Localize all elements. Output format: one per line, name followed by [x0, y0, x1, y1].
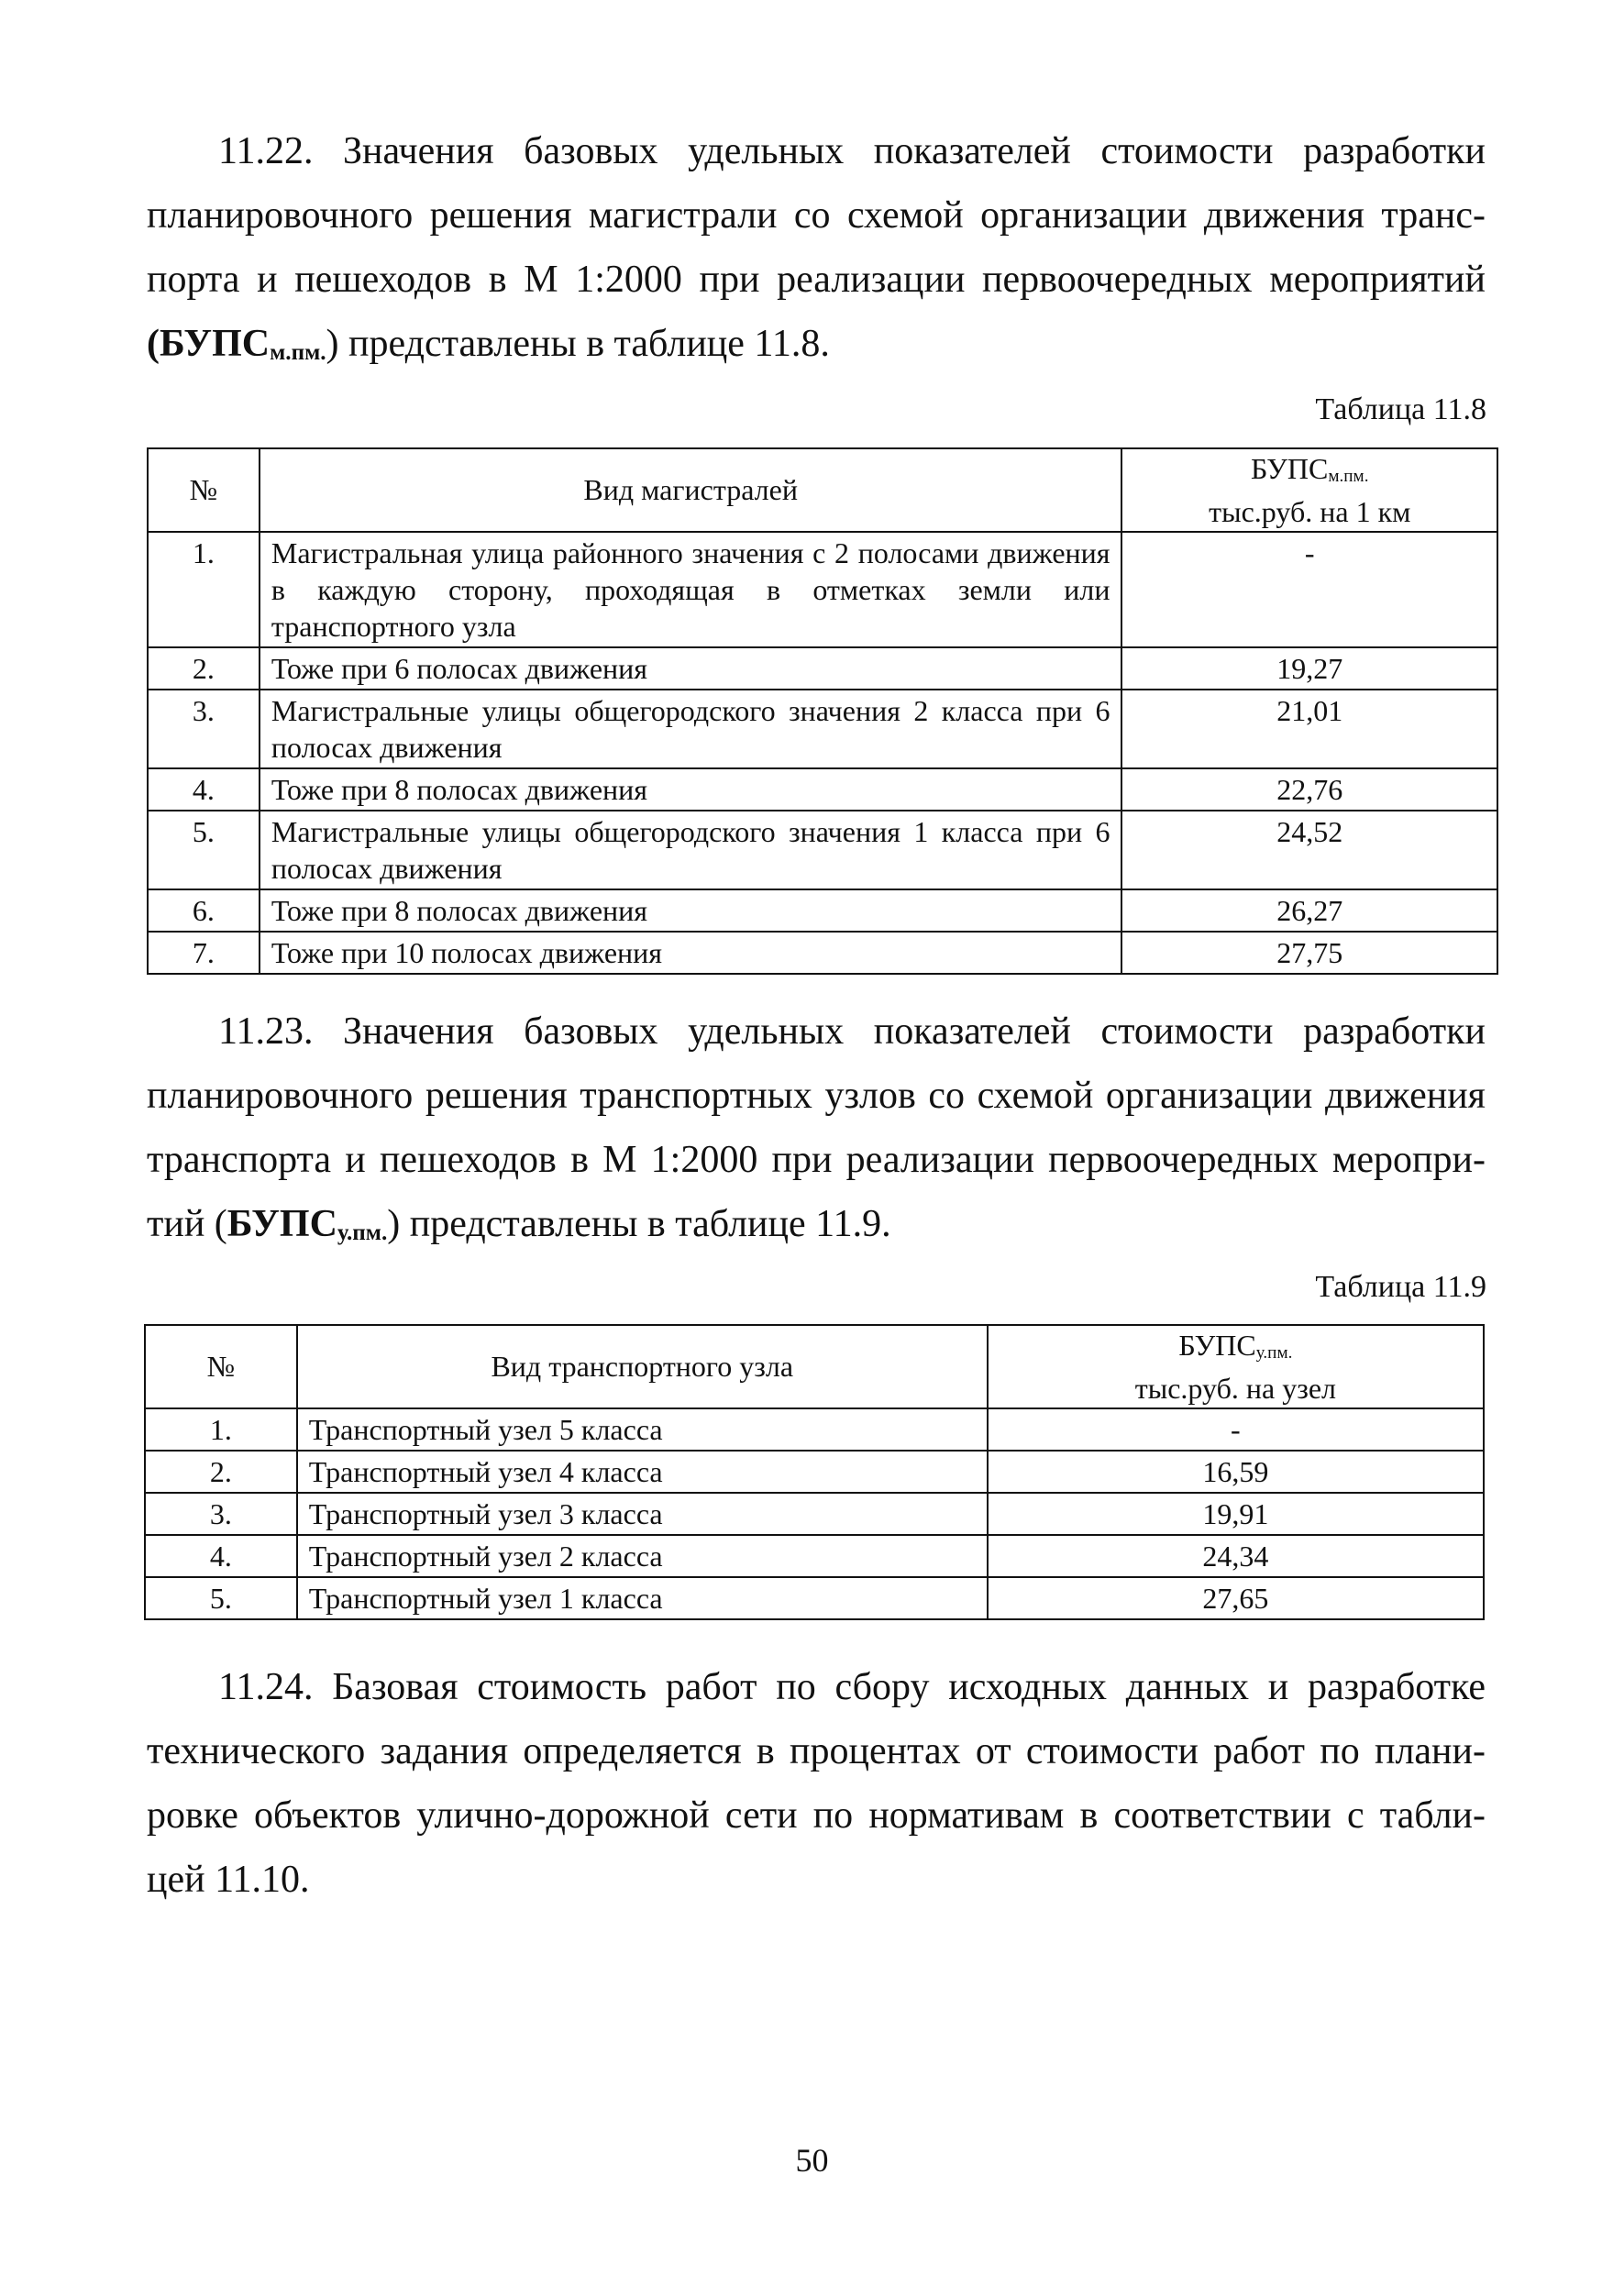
table-caption-11-9: Таблица 11.9	[1315, 1270, 1486, 1304]
row-value: 19,27	[1121, 647, 1497, 690]
row-name: Магистральная улица районного значения с 2 полосами движения в каждую сторону, проходящая в отметках земли или транспортного узла	[260, 532, 1122, 647]
header-num: №	[145, 1325, 297, 1408]
paragraph-line	[147, 1192, 1486, 1265]
row-name: Тоже при 8 полосах движения	[260, 768, 1122, 811]
paragraph-line: цей 11.10.	[147, 1859, 310, 1901]
bups-abbrev: БУПС	[160, 323, 271, 365]
row-name: Тоже при 10 полосах движения	[260, 932, 1122, 974]
paragraph-line: ровке объектов улично-дорожной сети по нормативам в соответствии с табли-	[147, 1794, 1486, 1837]
paragraph-line: технического задания определяется в процентах от стоимости работ по плани-	[147, 1730, 1486, 1772]
row-value: 24,34	[988, 1535, 1484, 1577]
row-num: 2.	[145, 1451, 297, 1493]
row-num: 5.	[148, 811, 260, 889]
row-num: 1.	[145, 1408, 297, 1451]
row-value: -	[988, 1408, 1484, 1451]
page-number: 50	[795, 2142, 829, 2179]
row-num: 1.	[148, 532, 260, 647]
row-num: 6.	[148, 889, 260, 932]
header-value-unit: тыс.руб. на узел	[1134, 1371, 1336, 1405]
table-row	[145, 1408, 1484, 1451]
paragraph-line: $(БУПС_{м.пм.})$ представлены в таблице 11.8.	[147, 323, 830, 365]
row-num: 4.	[145, 1535, 297, 1577]
paragraph-line: планировочного решения магистрали со схемой организации движения транс-	[147, 194, 1486, 237]
header-value-sub: м.пм.	[1328, 466, 1369, 486]
header-value-main: БУПС	[1178, 1329, 1256, 1362]
table-row	[145, 1535, 1484, 1577]
row-name: Магистральные улицы общегородского значения 2 класса при 6 полосах движения	[260, 690, 1122, 768]
table-header-row	[148, 448, 1497, 532]
header-name: Вид магистралей	[260, 448, 1122, 532]
header-name: Вид транспортного узла	[297, 1325, 988, 1408]
row-name: Транспортный узел 3 класса	[297, 1493, 988, 1535]
row-value: 22,76	[1121, 768, 1497, 811]
row-value: 27,65	[988, 1577, 1484, 1619]
table-11-8	[147, 447, 1498, 975]
row-name: Тоже при 8 полосах движения	[260, 889, 1122, 932]
row-num: 3.	[148, 690, 260, 768]
row-value: 21,01	[1121, 690, 1497, 768]
row-value: 24,52	[1121, 811, 1497, 889]
table-row	[148, 532, 1497, 647]
bups-abbrev: БУПС	[226, 1203, 337, 1245]
header-value-unit: тыс.руб. на 1 км	[1209, 494, 1411, 528]
table-row	[148, 647, 1497, 690]
paragraph-line: 11.24. Базовая стоимость работ по сбору исходных данных и разработке	[218, 1666, 1486, 1708]
table-row	[148, 690, 1497, 768]
table-row	[148, 932, 1497, 974]
row-value: 27,75	[1121, 932, 1497, 974]
row-name: Транспортный узел 2 класса	[297, 1535, 988, 1577]
header-value	[988, 1325, 1484, 1408]
paragraph-line: порта и пешеходов в М 1:2000 при реализации первоочередных мероприятий	[147, 259, 1486, 301]
paragraph-line-rest: ) представлены в таблице 11.9.	[387, 1203, 891, 1245]
table-row	[148, 811, 1497, 889]
paragraph-11-23	[147, 999, 1486, 1265]
paragraph-line: планировочного решения транспортных узлов со схемой организации движения	[147, 1075, 1486, 1117]
row-name: Транспортный узел 1 класса	[297, 1577, 988, 1619]
header-value-sub: у.пм.	[1255, 1342, 1293, 1363]
row-num: 5.	[145, 1577, 297, 1619]
table-row	[145, 1493, 1484, 1535]
table-row	[145, 1451, 1484, 1493]
table-11-9	[144, 1324, 1485, 1620]
paragraph-11-24	[147, 1655, 1486, 1912]
row-num: 4.	[148, 768, 260, 811]
row-num: 3.	[145, 1493, 297, 1535]
row-value: -	[1121, 532, 1497, 647]
row-num: 7.	[148, 932, 260, 974]
table-row	[148, 889, 1497, 932]
paragraph-11-22	[147, 119, 1486, 385]
header-value-main: БУПС	[1250, 452, 1329, 485]
row-name: Транспортный узел 4 класса	[297, 1451, 988, 1493]
row-name: Транспортный узел 5 класса	[297, 1408, 988, 1451]
paragraph-line-prefix: тий (	[147, 1203, 227, 1245]
header-num: №	[148, 448, 260, 532]
bups-subscript: м.пм.	[270, 339, 326, 365]
row-value: 19,91	[988, 1493, 1484, 1535]
table-caption-11-8: Таблица 11.8	[1315, 392, 1486, 426]
header-value	[1121, 448, 1497, 532]
row-value: 16,59	[988, 1451, 1484, 1493]
bups-subscript: у.пм.	[337, 1220, 388, 1245]
paragraph-line: транспорта и пешеходов в М 1:2000 при реализации первоочередных меропри-	[147, 1139, 1486, 1181]
row-value: 26,27	[1121, 889, 1497, 932]
table-row	[145, 1577, 1484, 1619]
paragraph-line: 11.23. Значения базовых удельных показателей стоимости разработки	[218, 1010, 1486, 1053]
table-row	[148, 768, 1497, 811]
paragraph-line-rest: ) представлены в таблице 11.8.	[326, 323, 830, 365]
table-header-row	[145, 1325, 1484, 1408]
row-name: Тоже при 6 полосах движения	[260, 647, 1122, 690]
row-num: 2.	[148, 647, 260, 690]
row-name: Магистральные улицы общегородского значения 1 класса при 6 полосах движения	[260, 811, 1122, 889]
paragraph-line: 11.22. Значения базовых удельных показателей стоимости разработки	[218, 130, 1486, 172]
